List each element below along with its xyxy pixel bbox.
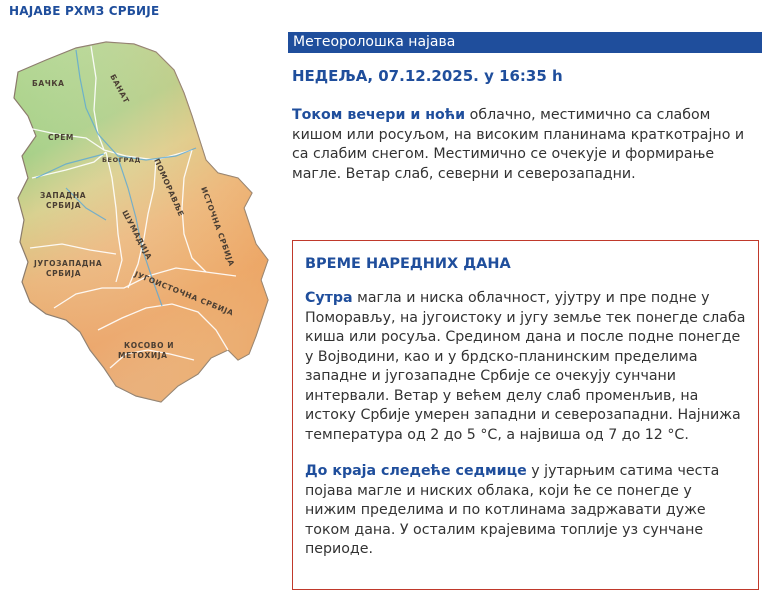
region-label-backa: БАЧКА [32, 79, 65, 88]
region-label-jugoistocna: ЈУГОИСТОЧНА СРБИЈА [133, 269, 236, 318]
region-label-pomoravlje: ПОМОРАВЉЕ [152, 157, 186, 219]
tonight-text: облачно, местимично са слабом кишом или росуљом, на високим планинама краткотрајно и са слабим снегом. Местимично се очекује и формирање магле. Ветар слаб, северни и северозападни. [292, 107, 745, 182]
tomorrow-forecast [305, 289, 746, 445]
region-label-banat: БАНАТ [108, 72, 132, 105]
week-forecast [305, 462, 746, 560]
next-days-title: ВРЕМЕ НАРЕДНИХ ДАНА [305, 256, 511, 272]
region-label-zapadna-1: ЗАПАДНА [40, 191, 87, 200]
region-label-istocna: ИСТОЧНА СРБИЈА [199, 185, 237, 268]
forecast-section-header: Метеоролошка најава [288, 32, 762, 53]
page-title[interactable]: НАЈАВЕ РХМЗ СРБИЈЕ [9, 4, 160, 18]
region-label-zapadna-2: СРБИЈА [46, 201, 82, 210]
region-label-jugozapadna-1: ЈУГОЗАПАДНА [34, 259, 103, 268]
tonight-forecast [292, 106, 762, 184]
region-label-jugozapadna-2: СРБИЈА [46, 269, 82, 278]
region-label-sumadija: ШУМАДИЈА [120, 208, 154, 262]
region-label-srem: СРЕМ [48, 133, 74, 142]
region-label-kosovo-2: МЕТОХИЈА [118, 351, 168, 360]
tomorrow-text: магла и ниска облачност, ујутру и пре подне у Поморављу, на југоистоку и југу земље тек понегде слаба киша или росуља. Средином дана и после подне понегде у Војводини, као и у брдско-планинским пределима западне и југозападне Србије се очекују сунчани интервали. Ветар у већем делу слаб променљив, на истоку Србије умерен западни и северозападни. Најнижа температура од 2 до 5 °C, а највиша од 7 до 12 °C. [305, 290, 746, 443]
week-lead: До краја следеће седмице [305, 463, 527, 479]
region-label-kosovo-1: КОСОВО И [124, 341, 175, 350]
tomorrow-lead: Сутра [305, 290, 353, 306]
week-text: у јутарњим сатима честа појава магле и ниских облака, који ће се понегде у нижим пределима и по котлинама задржавати дуже током дана. У осталим крајевима топлије уз сунчане периоде. [305, 463, 720, 557]
next-days-box [292, 240, 759, 590]
serbia-map[interactable] [6, 38, 276, 408]
tonight-lead: Током вечери и ноћи [292, 107, 466, 123]
forecast-datetime: НЕДЕЉА, 07.12.2025. у 16:35 h [292, 67, 563, 85]
region-label-beograd: БЕОГРАД [102, 156, 141, 164]
serbia-map-icon [6, 38, 276, 408]
